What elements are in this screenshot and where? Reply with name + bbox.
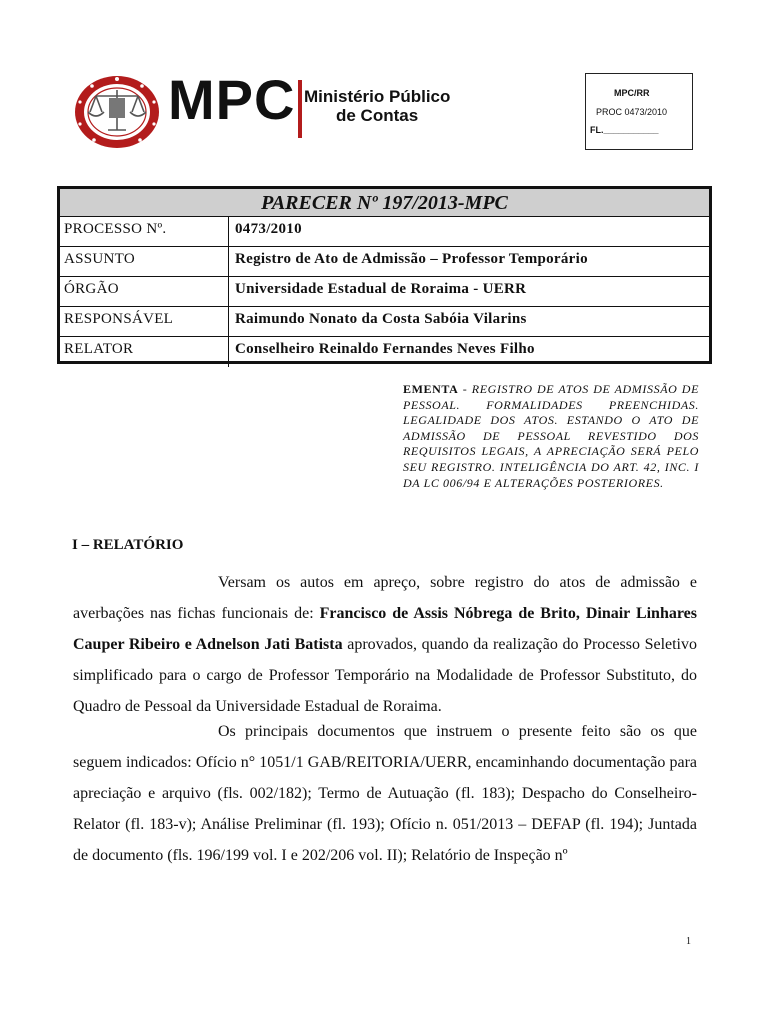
parecer-header-table bbox=[57, 186, 712, 364]
row-value: Universidade Estadual de Roraima - UERR bbox=[235, 281, 527, 297]
row-label: ASSUNTO bbox=[64, 251, 136, 267]
mpc-logo bbox=[72, 66, 466, 148]
row-label: RELATOR bbox=[64, 341, 134, 357]
row-value: Conselheiro Reinaldo Fernandes Neves Filho bbox=[235, 341, 535, 357]
institution-name-line2: de Contas bbox=[336, 106, 419, 125]
process-stamp-box bbox=[585, 73, 693, 150]
stamp-process-number: PROC 0473/2010 bbox=[596, 107, 668, 117]
table-row bbox=[60, 277, 709, 307]
stamp-agency: MPC/RR bbox=[614, 88, 650, 98]
row-value: Registro de Ato de Admissão – Professor Temporário bbox=[235, 251, 588, 267]
row-value: Raimundo Nonato da Costa Sabóia Vilarins bbox=[235, 311, 527, 327]
mpc-acronym: MPC bbox=[168, 68, 296, 131]
row-value: 0473/2010 bbox=[235, 221, 302, 237]
admitted-names: Francisco de Assis Nóbrega de Brito, Dinair Linhares Cauper Ribeiro e Adnelson Jati Batista bbox=[73, 605, 697, 653]
table-row bbox=[60, 337, 709, 367]
paragraph-text: aprovados, quando da realização do Processo Seletivo simplificado para o cargo de Professor Temporário na Modalidade de Professor Substituto, do Quadro de Pessoal da Universidade Estadual de Roraima. bbox=[73, 636, 698, 715]
row-label: PROCESSO Nº. bbox=[64, 221, 167, 237]
paragraph-text: Versam os autos em apreço, sobre registro do atos de admissão e averbações nas fichas funcionais de: bbox=[73, 574, 697, 622]
row-label: ÓRGÃO bbox=[64, 281, 119, 297]
page-number: 1 bbox=[686, 936, 691, 947]
parecer-title: PARECER Nº 197/2013-MPC bbox=[60, 189, 709, 217]
row-label: RESPONSÁVEL bbox=[64, 311, 174, 327]
section-title: I – RELATÓRIO bbox=[72, 537, 184, 553]
report-paragraph-2: Os principais documentos que instruem o presente feito são os que seguem indicados: Ofício n° 1051/1 GAB/REITORIA/UERR, encaminhando documentação para apreciação e arquivo (fls. 002/182); Termo de Autuação (fl. 183); Despacho do Conselheiro-Relator (fl. 183-v); Análise Preliminar (fl. 193); Ofício n. 051/2013 – DEFAP (fl. 194); Juntada de documento (fls. 196/199 vol. I e 202/206 vol. II); Relatório de Inspeção nº bbox=[73, 723, 697, 864]
stamp-folio: FL.___________ bbox=[590, 125, 659, 135]
table-row bbox=[60, 247, 709, 277]
table-row bbox=[60, 217, 709, 247]
institution-name-line1: Ministério Público bbox=[304, 87, 451, 106]
logo-divider bbox=[298, 80, 302, 138]
ementa-label: EMENTA bbox=[403, 382, 459, 396]
ementa-summary bbox=[403, 382, 699, 491]
scales-of-justice-seal-icon bbox=[72, 72, 162, 150]
table-row bbox=[60, 307, 709, 337]
report-paragraph-1 bbox=[73, 567, 697, 722]
ementa-text: - REGISTRO DE ATOS DE ADMISSÃO DE PESSOAL. FORMALIDADES PREENCHIDAS. LEGALIDADE DOS ATOS. ESTANDO O ATO DE ADMISSÃO DE PESSOAL REVESTIDO DOS REQUISITOS LEGAIS, A APRECIAÇÃO SERÁ PELO SEU REGISTRO. INTELIGÊNCIA DO ART. 42, INC. I DA LC 006/94 E ALTERAÇÕES POSTERIORES. bbox=[403, 382, 699, 490]
